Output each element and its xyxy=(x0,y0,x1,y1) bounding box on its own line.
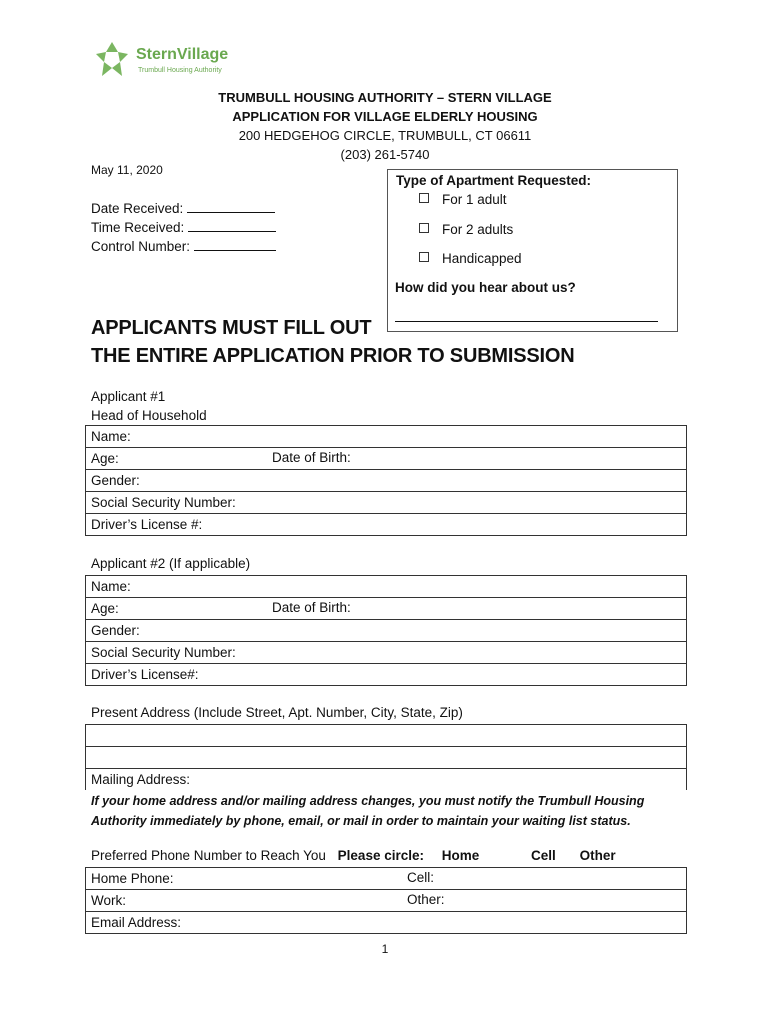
time-received-label: Time Received: xyxy=(91,220,185,235)
a2-name-field[interactable]: Name: xyxy=(86,576,687,598)
preferred-phone-label: Preferred Phone Number to Reach You xyxy=(91,848,326,863)
a1-ssn-field[interactable]: Social Security Number: xyxy=(86,492,687,514)
checkbox-icon[interactable] xyxy=(419,223,429,233)
home-phone-field[interactable]: Home Phone: Cell: xyxy=(86,868,687,890)
option-2-adults[interactable]: For 2 adults xyxy=(419,222,513,237)
a2-dob-label: Date of Birth: xyxy=(272,600,351,615)
please-circle-label: Please circle: xyxy=(337,848,424,863)
header-phone: (203) 261-5740 xyxy=(340,147,430,162)
option-1-adult[interactable]: For 1 adult xyxy=(419,192,507,207)
circle-other-option[interactable]: Other xyxy=(579,848,616,863)
header-line-2: APPLICATION FOR VILLAGE ELDERLY HOUSING xyxy=(232,109,538,124)
circle-home-option[interactable]: Home xyxy=(441,848,480,863)
date-received-label: Date Received: xyxy=(91,201,184,216)
hear-about-us-label: How did you hear about us? xyxy=(395,280,576,295)
apartment-type-box xyxy=(387,169,678,332)
circle-cell-option[interactable]: Cell xyxy=(531,848,556,863)
checkbox-icon[interactable] xyxy=(419,193,429,203)
mailing-address-field[interactable]: Mailing Address: xyxy=(86,769,687,791)
a1-dob-label: Date of Birth: xyxy=(272,450,351,465)
document-date: May 11, 2020 xyxy=(91,163,163,177)
a2-license-field[interactable]: Driver’s License#: xyxy=(86,664,687,686)
cell-label: Cell: xyxy=(407,870,435,885)
logo-subtitle: Trumbull Housing Authority xyxy=(138,67,222,74)
instruction-banner xyxy=(91,314,575,370)
star-icon xyxy=(92,40,132,80)
a1-age-field[interactable]: Age: Date of Birth: xyxy=(86,448,687,470)
received-block xyxy=(91,199,276,256)
applicant-1-table xyxy=(85,425,687,536)
phone-table xyxy=(85,867,687,934)
option-handicapped[interactable]: Handicapped xyxy=(419,251,522,266)
header-address: 200 HEDGEHOG CIRCLE, TRUMBULL, CT 06611 xyxy=(238,128,532,143)
banner-line-2: THE ENTIRE APPLICATION PRIOR TO SUBMISSION xyxy=(91,345,575,367)
preferred-phone-row xyxy=(91,848,616,863)
logo xyxy=(92,40,242,84)
a1-name-field[interactable]: Name: xyxy=(86,426,687,448)
a2-ssn-field[interactable]: Social Security Number: xyxy=(86,642,687,664)
address-table xyxy=(85,724,687,790)
applicant-1-heading: Applicant #1 Head of Household xyxy=(91,389,207,423)
address-line-1[interactable] xyxy=(86,725,687,747)
email-field[interactable]: Email Address: xyxy=(86,912,687,934)
banner-line-1: APPLICANTS MUST FILL OUT xyxy=(91,317,372,339)
control-number-label: Control Number: xyxy=(91,239,191,254)
address-change-note: If your home address and/or mailing address changes, you must notify the Trumbull Housing Authority immediately by phone, email, or mail in order to maintain your waiting list status. xyxy=(91,794,645,828)
page-number: 1 xyxy=(381,942,389,956)
a1-license-field[interactable]: Driver’s License #: xyxy=(86,514,687,536)
a1-gender-field[interactable]: Gender: xyxy=(86,470,687,492)
address-line-2[interactable] xyxy=(86,747,687,769)
applicant-2-heading: Applicant #2 (If applicable) xyxy=(91,556,251,571)
other-phone-label: Other: xyxy=(407,892,445,907)
applicant-2-table xyxy=(85,575,687,686)
time-received-field[interactable] xyxy=(188,219,276,232)
work-phone-field[interactable]: Work: Other: xyxy=(86,890,687,912)
control-number-field[interactable] xyxy=(194,238,276,251)
document-header xyxy=(0,88,770,164)
address-heading: Present Address (Include Street, Apt. Number, City, State, Zip) xyxy=(91,705,463,720)
checkbox-icon[interactable] xyxy=(419,252,429,262)
date-received-field[interactable] xyxy=(187,200,275,213)
header-line-1: TRUMBULL HOUSING AUTHORITY – STERN VILLAGE xyxy=(218,90,552,105)
apartment-type-title: Type of Apartment Requested: xyxy=(396,173,592,188)
a2-age-field[interactable]: Age: Date of Birth: xyxy=(86,598,687,620)
a2-gender-field[interactable]: Gender: xyxy=(86,620,687,642)
logo-name: SternVillage xyxy=(136,46,229,63)
